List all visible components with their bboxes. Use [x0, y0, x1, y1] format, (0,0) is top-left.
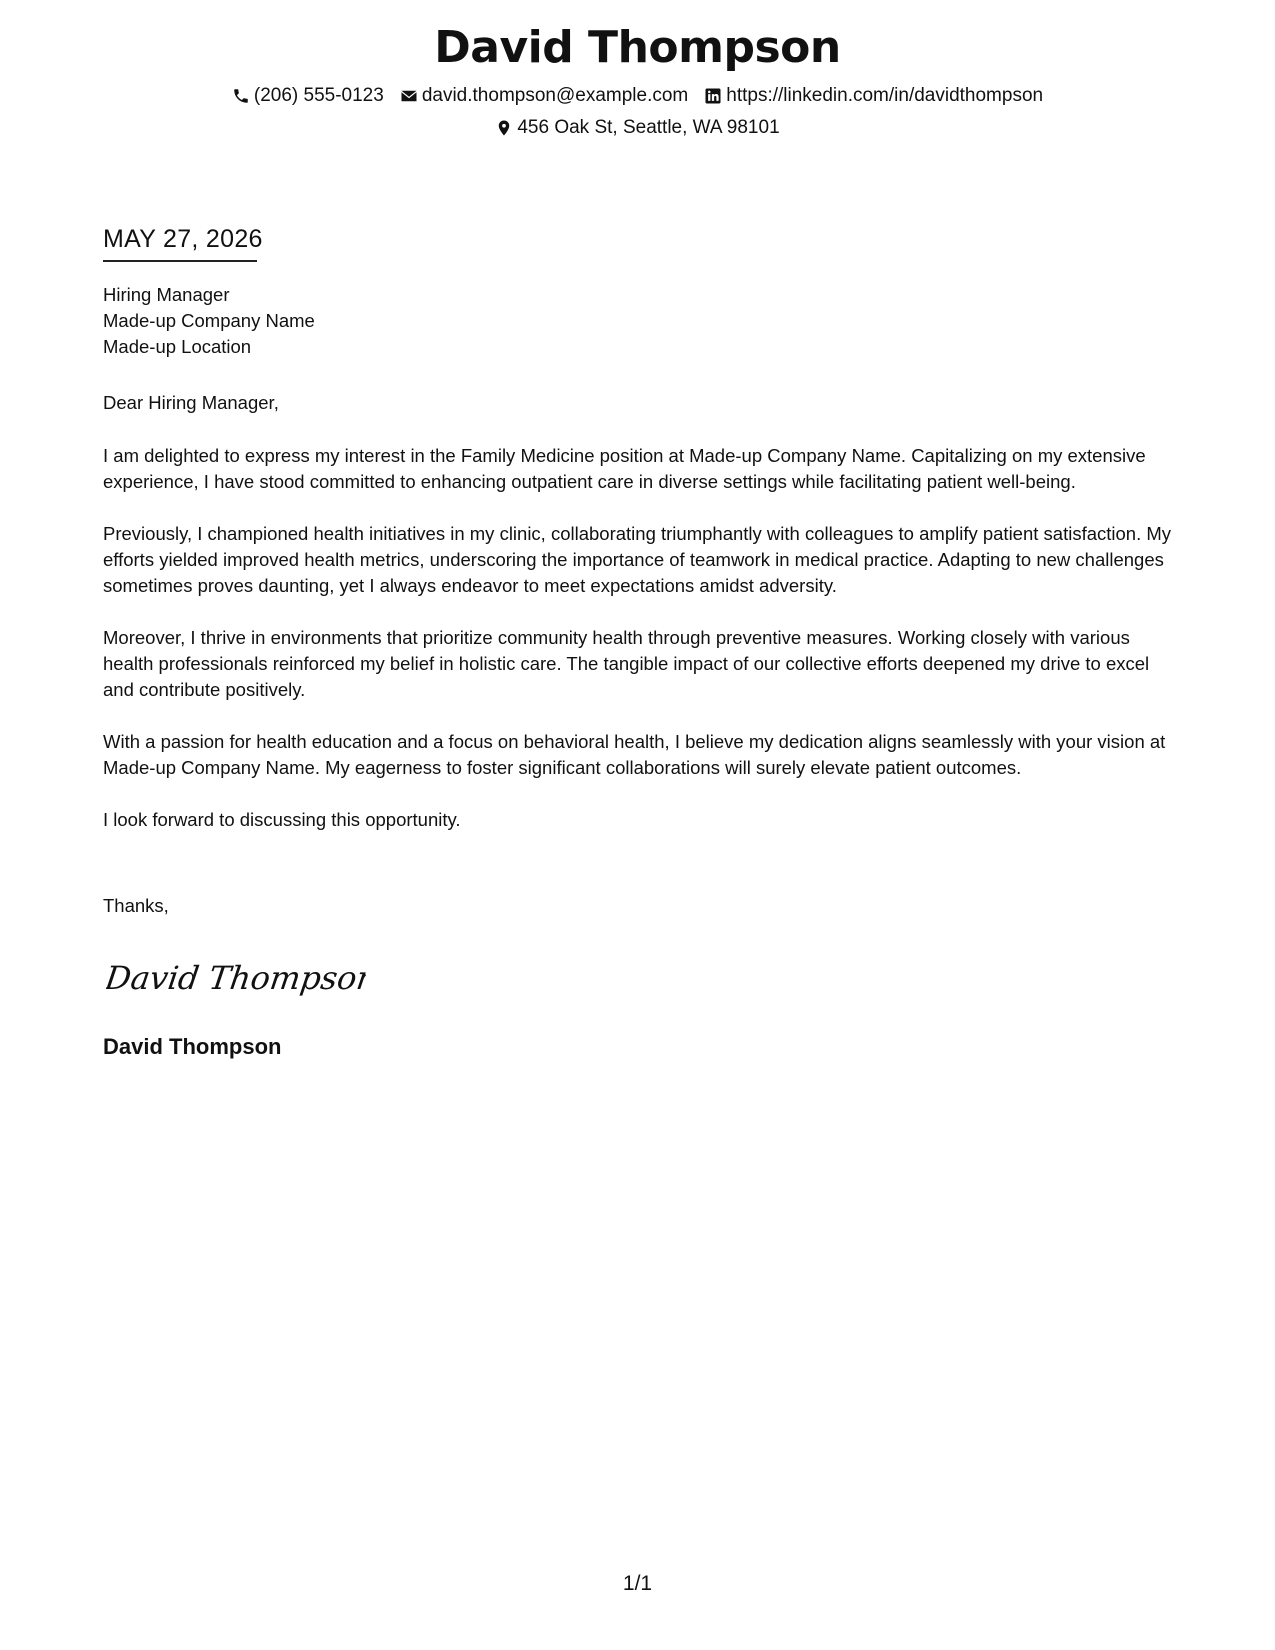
recipient-company: Made-up Company Name: [103, 310, 315, 331]
body-paragraph: I look forward to discussing this opportunity.: [103, 809, 461, 830]
linkedin-icon: [704, 87, 722, 105]
map-marker-icon: [495, 119, 513, 137]
closing: Thanks,: [103, 895, 169, 916]
envelope-icon: [400, 87, 418, 105]
linkedin-text[interactable]: https://linkedin.com/in/davidthompson: [726, 85, 1044, 106]
phone-icon: [232, 87, 250, 105]
body-paragraph: I am delighted to express my interest in the Family Medicine position at Made-up Company Name. Capitalizing on my extensive experience, I have stood committed to enhancing outpatient care in diverse settings while facilitating patient well-being.: [103, 445, 1146, 492]
signature-text: David Thompson: [106, 959, 366, 997]
page-number: 1/1: [622, 1572, 653, 1595]
contact-email[interactable]: [400, 82, 688, 110]
body-paragraph: With a passion for health education and a focus on behavioral health, I believe my dedication aligns seamlessly with your vision at Made-up Company Name. My eagerness to foster significant collaborations will surely elevate patient outcomes.: [103, 731, 1166, 778]
body-paragraph: Moreover, I thrive in environments that prioritize community health through preventive measures. Working closely with various health professionals reinforced my belief in holistic care. The tangible impact of our collective efforts deepened my drive to excel and contribute positively.: [103, 627, 1150, 700]
contact-linkedin[interactable]: [704, 82, 1043, 110]
contact-phone: [232, 82, 384, 110]
salutation: Dear Hiring Manager,: [103, 392, 279, 413]
recipient-block: [103, 282, 1173, 360]
contact-address: [495, 114, 779, 142]
recipient-title: Hiring Manager: [103, 284, 230, 305]
phone-text: (206) 555-0123: [253, 85, 384, 106]
contact-row-secondary: [0, 114, 1275, 142]
recipient-location: Made-up Location: [103, 336, 252, 357]
handwritten-signature: [106, 945, 366, 1005]
letter-header: [0, 20, 1275, 142]
contact-row-primary: [0, 82, 1275, 110]
address-text: 456 Oak St, Seattle, WA 98101: [517, 117, 780, 138]
letter-date: MAY 27, 2026: [103, 225, 263, 253]
letter-body: [103, 443, 1173, 859]
applicant-name: David Thompson: [434, 22, 841, 73]
signer-name: David Thompson: [103, 1034, 282, 1059]
email-text[interactable]: david.thompson@example.com: [421, 85, 689, 106]
body-paragraph: Previously, I championed health initiatives in my clinic, collaborating triumphantly with colleagues to amplify patient satisfaction. My efforts yielded improved health metrics, underscoring the importance of teamwork in medical practice. Adapting to new challenges sometimes proves daunting, yet I always endeavor to meet expectations amidst adversity.: [103, 523, 1172, 596]
date-underline: [103, 260, 257, 262]
